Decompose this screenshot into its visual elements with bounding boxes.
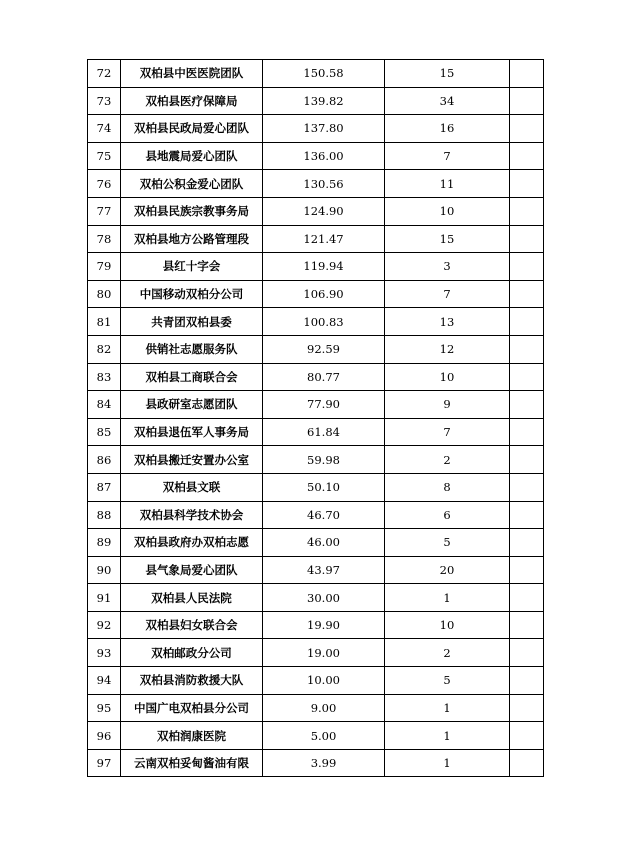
table-row bbox=[88, 446, 544, 474]
rank-cell: 94 bbox=[88, 667, 121, 695]
amount-cell: 100.83 bbox=[263, 308, 385, 336]
rank-cell: 76 bbox=[88, 170, 121, 198]
organization-name-cell: 双柏县工商联合会 bbox=[121, 363, 263, 391]
table-row bbox=[88, 611, 544, 639]
organization-name-cell: 双柏邮政分公司 bbox=[121, 639, 263, 667]
remarks-cell bbox=[510, 694, 544, 722]
remarks-cell bbox=[510, 584, 544, 612]
rank-cell: 88 bbox=[88, 501, 121, 529]
organization-name-cell: 双柏县妇女联合会 bbox=[121, 611, 263, 639]
count-cell: 7 bbox=[385, 280, 510, 308]
remarks-cell bbox=[510, 87, 544, 115]
rank-cell: 83 bbox=[88, 363, 121, 391]
rank-cell: 80 bbox=[88, 280, 121, 308]
amount-cell: 19.00 bbox=[263, 639, 385, 667]
amount-cell: 80.77 bbox=[263, 363, 385, 391]
rank-cell: 84 bbox=[88, 391, 121, 419]
rank-cell: 81 bbox=[88, 308, 121, 336]
count-cell: 7 bbox=[385, 418, 510, 446]
rank-cell: 92 bbox=[88, 611, 121, 639]
amount-cell: 9.00 bbox=[263, 694, 385, 722]
table-row bbox=[88, 335, 544, 363]
table-row bbox=[88, 418, 544, 446]
rank-cell: 90 bbox=[88, 556, 121, 584]
amount-cell: 77.90 bbox=[263, 391, 385, 419]
count-cell: 11 bbox=[385, 170, 510, 198]
organization-name-cell: 双柏润康医院 bbox=[121, 722, 263, 750]
organization-name-cell: 双柏县人民法院 bbox=[121, 584, 263, 612]
table-row bbox=[88, 473, 544, 501]
count-cell: 34 bbox=[385, 87, 510, 115]
count-cell: 3 bbox=[385, 253, 510, 281]
remarks-cell bbox=[510, 142, 544, 170]
organization-name-cell: 中国广电双柏县分公司 bbox=[121, 694, 263, 722]
remarks-cell bbox=[510, 556, 544, 584]
organization-name-cell: 双柏县搬迁安置办公室 bbox=[121, 446, 263, 474]
organization-name-cell: 县地震局爱心团队 bbox=[121, 142, 263, 170]
remarks-cell bbox=[510, 611, 544, 639]
organization-name-cell: 县政研室志愿团队 bbox=[121, 391, 263, 419]
table-row bbox=[88, 308, 544, 336]
count-cell: 12 bbox=[385, 335, 510, 363]
table-row bbox=[88, 142, 544, 170]
count-cell: 8 bbox=[385, 473, 510, 501]
amount-cell: 5.00 bbox=[263, 722, 385, 750]
table-row bbox=[88, 501, 544, 529]
amount-cell: 46.00 bbox=[263, 529, 385, 557]
rank-cell: 89 bbox=[88, 529, 121, 557]
rank-cell: 85 bbox=[88, 418, 121, 446]
remarks-cell bbox=[510, 363, 544, 391]
rank-cell: 78 bbox=[88, 225, 121, 253]
organization-name-cell: 共青团双柏县委 bbox=[121, 308, 263, 336]
count-cell: 9 bbox=[385, 391, 510, 419]
organization-name-cell: 县红十字会 bbox=[121, 253, 263, 281]
table-row bbox=[88, 749, 544, 777]
count-cell: 13 bbox=[385, 308, 510, 336]
organization-name-cell: 双柏县文联 bbox=[121, 473, 263, 501]
amount-cell: 46.70 bbox=[263, 501, 385, 529]
count-cell: 10 bbox=[385, 363, 510, 391]
table-row bbox=[88, 529, 544, 557]
amount-cell: 136.00 bbox=[263, 142, 385, 170]
amount-cell: 59.98 bbox=[263, 446, 385, 474]
amount-cell: 19.90 bbox=[263, 611, 385, 639]
count-cell: 5 bbox=[385, 529, 510, 557]
table-row bbox=[88, 391, 544, 419]
remarks-cell bbox=[510, 335, 544, 363]
organization-name-cell: 双柏县民族宗教事务局 bbox=[121, 197, 263, 225]
remarks-cell bbox=[510, 391, 544, 419]
amount-cell: 137.80 bbox=[263, 115, 385, 143]
count-cell: 16 bbox=[385, 115, 510, 143]
count-cell: 15 bbox=[385, 225, 510, 253]
table-row bbox=[88, 87, 544, 115]
count-cell: 1 bbox=[385, 722, 510, 750]
remarks-cell bbox=[510, 722, 544, 750]
remarks-cell bbox=[510, 749, 544, 777]
organization-name-cell: 双柏县民政局爱心团队 bbox=[121, 115, 263, 143]
remarks-cell bbox=[510, 639, 544, 667]
remarks-cell bbox=[510, 115, 544, 143]
table-row bbox=[88, 197, 544, 225]
table-row bbox=[88, 694, 544, 722]
remarks-cell bbox=[510, 501, 544, 529]
organization-name-cell: 双柏县科学技术协会 bbox=[121, 501, 263, 529]
count-cell: 7 bbox=[385, 142, 510, 170]
table-row bbox=[88, 60, 544, 88]
organization-name-cell: 云南双柏妥甸酱油有限 bbox=[121, 749, 263, 777]
amount-cell: 43.97 bbox=[263, 556, 385, 584]
organization-name-cell: 双柏县中医医院团队 bbox=[121, 60, 263, 88]
remarks-cell bbox=[510, 308, 544, 336]
organization-name-cell: 供销社志愿服务队 bbox=[121, 335, 263, 363]
rank-cell: 73 bbox=[88, 87, 121, 115]
count-cell: 10 bbox=[385, 611, 510, 639]
table-row bbox=[88, 115, 544, 143]
remarks-cell bbox=[510, 418, 544, 446]
remarks-cell bbox=[510, 446, 544, 474]
remarks-cell bbox=[510, 197, 544, 225]
amount-cell: 10.00 bbox=[263, 667, 385, 695]
rank-cell: 86 bbox=[88, 446, 121, 474]
count-cell: 10 bbox=[385, 197, 510, 225]
amount-cell: 92.59 bbox=[263, 335, 385, 363]
donation-table bbox=[87, 59, 544, 777]
organization-name-cell: 双柏县地方公路管理段 bbox=[121, 225, 263, 253]
table-row bbox=[88, 225, 544, 253]
remarks-cell bbox=[510, 225, 544, 253]
rank-cell: 96 bbox=[88, 722, 121, 750]
rank-cell: 97 bbox=[88, 749, 121, 777]
organization-name-cell: 县气象局爱心团队 bbox=[121, 556, 263, 584]
amount-cell: 139.82 bbox=[263, 87, 385, 115]
table-row bbox=[88, 584, 544, 612]
table-row bbox=[88, 253, 544, 281]
rank-cell: 91 bbox=[88, 584, 121, 612]
rank-cell: 74 bbox=[88, 115, 121, 143]
amount-cell: 130.56 bbox=[263, 170, 385, 198]
rank-cell: 87 bbox=[88, 473, 121, 501]
remarks-cell bbox=[510, 473, 544, 501]
count-cell: 6 bbox=[385, 501, 510, 529]
rank-cell: 95 bbox=[88, 694, 121, 722]
amount-cell: 30.00 bbox=[263, 584, 385, 612]
amount-cell: 119.94 bbox=[263, 253, 385, 281]
organization-name-cell: 双柏县医疗保障局 bbox=[121, 87, 263, 115]
table-body bbox=[88, 60, 544, 777]
organization-name-cell: 中国移动双柏分公司 bbox=[121, 280, 263, 308]
table-row bbox=[88, 280, 544, 308]
remarks-cell bbox=[510, 60, 544, 88]
organization-name-cell: 双柏县政府办双柏志愿 bbox=[121, 529, 263, 557]
count-cell: 1 bbox=[385, 584, 510, 612]
amount-cell: 3.99 bbox=[263, 749, 385, 777]
remarks-cell bbox=[510, 280, 544, 308]
organization-name-cell: 双柏县消防救援大队 bbox=[121, 667, 263, 695]
table-row bbox=[88, 639, 544, 667]
count-cell: 1 bbox=[385, 694, 510, 722]
remarks-cell bbox=[510, 529, 544, 557]
table-row bbox=[88, 722, 544, 750]
table-row bbox=[88, 556, 544, 584]
organization-name-cell: 双柏县退伍军人事务局 bbox=[121, 418, 263, 446]
table-row bbox=[88, 667, 544, 695]
rank-cell: 77 bbox=[88, 197, 121, 225]
count-cell: 1 bbox=[385, 749, 510, 777]
amount-cell: 150.58 bbox=[263, 60, 385, 88]
amount-cell: 61.84 bbox=[263, 418, 385, 446]
amount-cell: 121.47 bbox=[263, 225, 385, 253]
rank-cell: 79 bbox=[88, 253, 121, 281]
rank-cell: 93 bbox=[88, 639, 121, 667]
amount-cell: 50.10 bbox=[263, 473, 385, 501]
count-cell: 5 bbox=[385, 667, 510, 695]
remarks-cell bbox=[510, 253, 544, 281]
remarks-cell bbox=[510, 667, 544, 695]
count-cell: 2 bbox=[385, 446, 510, 474]
table-row bbox=[88, 363, 544, 391]
remarks-cell bbox=[510, 170, 544, 198]
count-cell: 2 bbox=[385, 639, 510, 667]
organization-name-cell: 双柏公积金爱心团队 bbox=[121, 170, 263, 198]
count-cell: 20 bbox=[385, 556, 510, 584]
count-cell: 15 bbox=[385, 60, 510, 88]
rank-cell: 75 bbox=[88, 142, 121, 170]
amount-cell: 106.90 bbox=[263, 280, 385, 308]
rank-cell: 82 bbox=[88, 335, 121, 363]
table-row bbox=[88, 170, 544, 198]
amount-cell: 124.90 bbox=[263, 197, 385, 225]
rank-cell: 72 bbox=[88, 60, 121, 88]
